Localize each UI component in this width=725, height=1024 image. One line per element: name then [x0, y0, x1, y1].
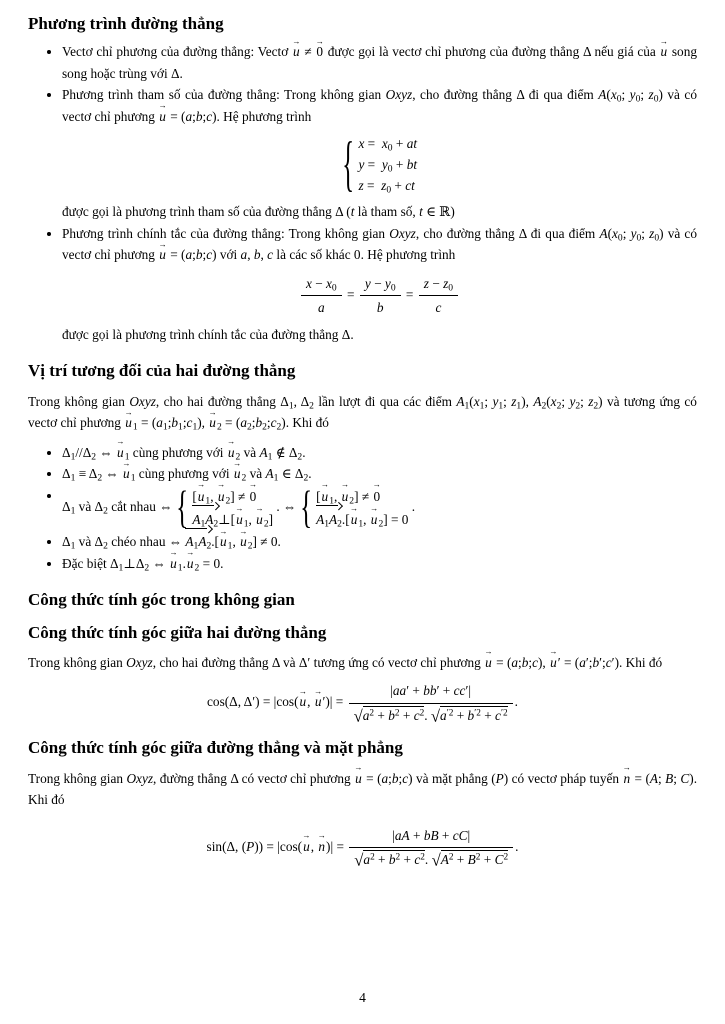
sin-formula-numerator: |aA + bB + cC|: [392, 827, 471, 843]
bullet-vuong-goc-text: Đặc biệt $\Delta_1\perp\Delta_2$ ⇔ → $u_1.\to u_2 = 0$.: [62, 556, 223, 571]
cos-formula-period: .: [514, 694, 518, 710]
bullet-vecto-chi-phuong-text: Vectơ chỉ phương của đường thẳng: Vectơ → u ≠ → 0 được gọi là vectơ chỉ phương của đường thẳng Δ nếu giá của → u song song hoặc trùng với Δ.: [62, 41, 697, 84]
intro-goc-duong-mat: Trong không gian Oxyz, đường thẳng Δ có vectơ chỉ phương → u = (a;b;c) và mặt phẳng (P) có vectơ pháp tuyến → n = (A; B; C). Khi đó: [28, 768, 697, 811]
sin-formula: [28, 825, 697, 871]
parametric-system: { $x = x_0$ + at $y = y_0$ + bt $z = z_0$ + ct: [342, 130, 418, 199]
bullet-cat-nhau-text: $\Delta_1$ và $\Delta_2$ cắt nhau ⇔ { [→ $u_1$, → $u_2$] ≠ → 0 $A_1A_2\perp[\to u_1$, → $u_2$] . ⇔ { [→ $u_1$, → $u_2$] ≠ → 0 $A_1A_2.[\to u_1$, → $u_2] = 0$ .: [62, 499, 415, 514]
bullet-chinh-tac-text: Phương trình chính tắc của đường thẳng: Trong không gian Oxyz, cho đường thẳng Δ đi qua điểm $A(x_0$; $y_0$; $z_0$) và có vectơ chỉ phương → u = (a;b;c) với a, b, c là các số khác 0. Hệ phương trình: [62, 223, 697, 266]
bullet-trung-nhau: [28, 463, 697, 485]
bullet-cat-nhau: [28, 481, 697, 533]
heading-goc-hai-duong-thang: Công thức tính góc giữa hai đường thẳng: [28, 622, 327, 642]
bullet-phuong-trinh-tham-so: [28, 84, 697, 222]
bullet-phuong-trinh-chinh-tac: [28, 223, 697, 346]
cos-formula: [28, 680, 697, 726]
relative-position-bullet-list: [28, 442, 697, 575]
parametric-note: được gọi là phương trình tham số của đường thẳng Δ (t là tham số, t ∈ ℝ): [62, 204, 455, 220]
heading-goc-duong-thang-mat-phang: Công thức tính góc giữa đường thẳng và mặt phẳng: [28, 738, 403, 758]
line-equation-bullet-list: [28, 41, 697, 345]
bullet-song-song-text: $\Delta_1//\Delta_2$ ⇔ → $u_1$ cùng phương với → $u_2$ và $A_1$ ∉ $\Delta_2$.: [62, 445, 306, 460]
intro-hai-duong-thang: Trong không gian Oxyz, cho hai đường thẳng $\Delta_1$, $\Delta_2$ lần lượt đi qua các điểm $A_1(x_1$; $y_1$; $z_1$), $A_2(x_2$; $y_2$; $z_2$) và tương ứng có vectơ chỉ phương → $u_1$ = $(a_1;b_1;c_1)$, → $u_2$ = $(a_2;b_2;c_2)$. Khi đó: [28, 391, 697, 434]
bullet-trung-nhau-text: $\Delta_1 \equiv \Delta_2$ ⇔ → $u_1$ cùng phương với → $u_2$ và $A_1$ ∈ $\Delta_2$.: [62, 466, 312, 481]
canonical-note: được gọi là phương trình chính tắc của đường thẳng Δ.: [62, 326, 354, 342]
cos-formula-numerator: |aa′ + bb′ + cc′|: [390, 683, 472, 699]
bullet-cheo-nhau: [28, 531, 697, 553]
heading-cong-thuc-goc-khong-gian: Công thức tính góc trong không gian: [28, 590, 295, 610]
bullet-vuong-goc: [28, 553, 697, 575]
canonical-equation: $\frac{x - x_0}{a}$ = $\frac{y - y_0}{b}$ = $\frac{z - z_0}{c}$: [62, 273, 697, 319]
heading-vi-tri-tuong-doi: Vị trí tương đối của hai đường thẳng: [28, 361, 296, 381]
bullet-tham-so-text: Phương trình tham số của đường thẳng: Trong không gian Oxyz, cho đường thẳng Δ đi qua điểm $A(x_0$; $y_0$; $z_0$) và có vectơ chỉ phương → u = (a;b;c). Hệ phương trình: [62, 84, 697, 127]
bullet-vecto-chi-phuong: [28, 41, 697, 84]
sin-formula-denominator: $√a^2 + b^2 + c^2$. $√A^2 + B^2 + C^2$: [349, 847, 513, 871]
bullet-cheo-nhau-text: $\Delta_1$ và $\Delta_2$ chéo nhau ⇔ $A_1A_2.[\to u_1$, → $u_2] \ne 0$.: [62, 534, 281, 549]
cos-formula-fraction: [347, 680, 515, 726]
heading-phuong-trinh-duong-thang: Phương trình đường thẳng: [28, 14, 224, 33]
sin-formula-prefix: sin(Δ, (P)) = |cos(→ u, → n)| =: [207, 839, 348, 854]
cos-formula-denominator: $√a^2 + b^2 + c^2$. $√a^{'2} + b^{'2} + c^{'2}$: [349, 703, 513, 727]
cos-formula-prefix: cos(Δ, Δ′) = |cos(→ u, → u′)| =: [207, 694, 347, 709]
page-number: 4: [359, 990, 366, 1006]
sin-formula-period: .: [515, 838, 519, 854]
intro-goc-hai-duong-thang: Trong không gian Oxyz, cho hai đường thẳng Δ và Δ′ tương ứng có vectơ chỉ phương → u = (a;b;c), → u′ = (a′;b′;c′). Khi đó: [28, 652, 697, 674]
sin-formula-fraction: [347, 825, 515, 871]
